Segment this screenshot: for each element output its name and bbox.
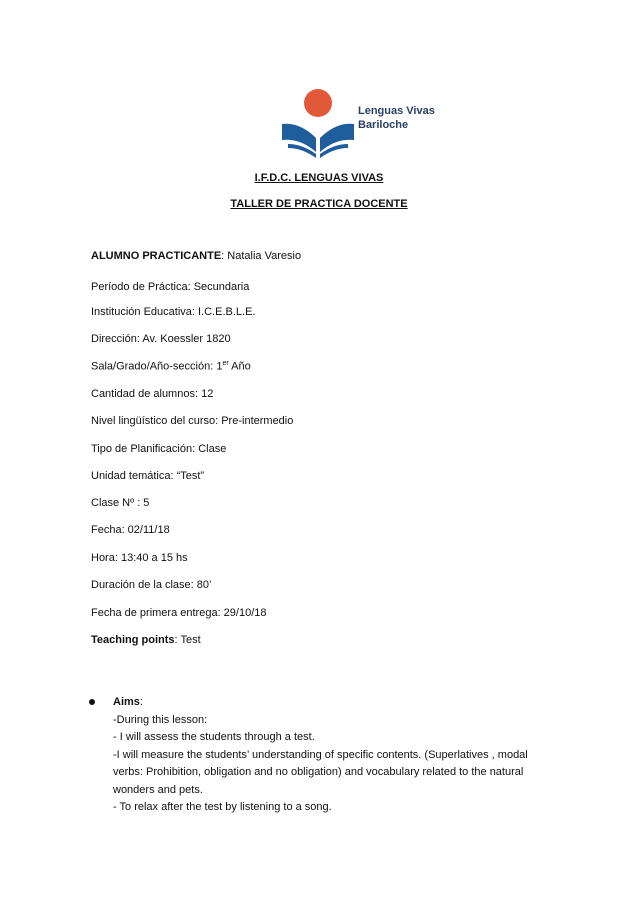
lenguas-vivas-logo bbox=[278, 82, 468, 162]
field-cantidad-alumnos: Cantidad de alumnos: 12 bbox=[91, 388, 214, 400]
field-teaching-points bbox=[91, 634, 201, 646]
field-label: Teaching points bbox=[91, 634, 175, 646]
aims-line: -I will measure the students’ understanding of specific contents. (Superlatives , modal verbs: Prohibition, obligation and no obligation) and vocabulary related to the natural wonders and pets. bbox=[113, 748, 528, 796]
field-institucion: Institución Educativa: I.C.E.B.L.E. bbox=[91, 306, 256, 318]
field-direccion: Dirección: Av. Koessler 1820 bbox=[91, 333, 231, 345]
logo-line-1: Lenguas Vivas bbox=[358, 105, 435, 117]
field-pre: Sala/Grado/Año-sección: 1 bbox=[91, 360, 223, 373]
document-subtitle: TALLER DE PRACTICA DOCENTE bbox=[230, 198, 408, 210]
field-clase: Clase Nº : 5 bbox=[91, 497, 150, 509]
aims-heading: Aims: bbox=[113, 696, 143, 708]
field-post: Año bbox=[228, 360, 251, 373]
field-sup: er bbox=[222, 360, 229, 367]
field-hora: Hora: 13:40 a 15 hs bbox=[91, 552, 188, 564]
aims-line: - To relax after the test by listening to a song. bbox=[113, 801, 332, 813]
bullet-icon bbox=[89, 699, 95, 705]
aims-section bbox=[113, 694, 553, 817]
field-periodo: Período de Práctica: Secundaria bbox=[91, 281, 250, 293]
field-fecha: Fecha: 02/11/18 bbox=[91, 524, 170, 536]
aims-line: - I will assess the students through a test. bbox=[113, 731, 315, 743]
open-book-logo-icon bbox=[278, 82, 358, 162]
field-unidad-tematica: Unidad temática: “Test” bbox=[91, 470, 205, 482]
logo-line-2: Bariloche bbox=[358, 119, 409, 131]
field-value: : Natalia Varesio bbox=[221, 250, 302, 262]
field-alumno-practicante bbox=[91, 250, 301, 262]
field-nivel: Nivel lingüístico del curso: Pre-intermedio bbox=[91, 415, 294, 427]
field-tipo-planificacion: Tipo de Planificación: Clase bbox=[91, 443, 227, 455]
aims-line: -During this lesson: bbox=[113, 713, 208, 726]
document-title: I.F.D.C. LENGUAS VIVAS bbox=[254, 172, 384, 184]
field-sala-grado bbox=[91, 360, 251, 373]
field-value: : Test bbox=[174, 634, 201, 646]
field-fecha-entrega: Fecha de primera entrega: 29/10/18 bbox=[91, 607, 267, 619]
field-label: ALUMNO PRACTICANTE bbox=[91, 250, 222, 262]
field-duracion: Duración de la clase: 80’ bbox=[91, 579, 212, 591]
